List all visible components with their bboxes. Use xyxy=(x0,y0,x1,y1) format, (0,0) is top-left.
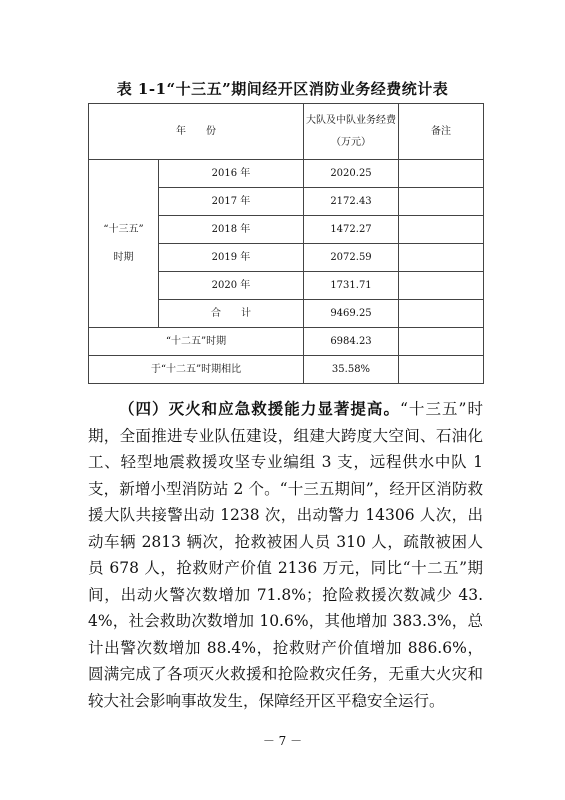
row-note xyxy=(399,216,484,244)
table-row xyxy=(89,160,484,188)
row-year: 2019 年 xyxy=(159,244,304,272)
prev-period-note xyxy=(399,328,484,356)
prev-period-label: “十二五”时期 xyxy=(89,328,304,356)
comparison-label: 于“十二五”时期相比 xyxy=(89,356,304,384)
row-year: 2018 年 xyxy=(159,216,304,244)
table-row-prev-period xyxy=(89,328,484,356)
header-note: 备注 xyxy=(399,104,484,160)
table-row-comparison xyxy=(89,356,484,384)
body-paragraph xyxy=(88,396,483,714)
paragraph-heading: （四）灭火和应急救援能力显著提高。 xyxy=(119,399,400,418)
row-note xyxy=(399,188,484,216)
header-expense-line2: （万元） xyxy=(331,136,371,148)
comparison-value: 35.58% xyxy=(304,356,399,384)
row-value: 2172.43 xyxy=(304,188,399,216)
total-note xyxy=(399,300,484,328)
row-value: 1472.27 xyxy=(304,216,399,244)
row-note xyxy=(399,272,484,300)
row-value: 1731.71 xyxy=(304,272,399,300)
period-label-line1: “十三五” xyxy=(103,223,144,235)
row-value: 2072.59 xyxy=(304,244,399,272)
row-year: 2016 年 xyxy=(159,160,304,188)
table-title: 表 1-1“十三五”期间经开区消防业务经费统计表 xyxy=(116,80,449,98)
comparison-note xyxy=(399,356,484,384)
total-value: 9469.25 xyxy=(304,300,399,328)
period-label-line2: 时期 xyxy=(113,251,134,263)
paragraph-body: “十三五”时期，全面推进专业队伍建设，组建大跨度大空间、石油化工、轻型地震救援攻坚专业编组 3 支，远程供水中队 1 支，新增小型消防站 2 个。“十三五期间”，经开区消防救援大队共接警出动 1238 次，出动警力 14306 人次，出动车辆 2813 辆次，抢救被困人员 310 人，疏散被困人员 678 人，抢救财产价值 2136 万元，同比“十二五”期间，出动火警次数增加 71.8%；抢险救援次数减少 43.4%，社会救助次数增加 10.6%，其他增加 383.3%，总计出警次数增加 88.4%，抢救财产价值增加 886.6%，圆满完成了各项灭火救援和抢险救灾任务，无重大火灾和较大社会影响事故发生，保障经开区平稳安全运行。 xyxy=(88,400,483,710)
prev-period-value: 6984.23 xyxy=(304,328,399,356)
page-number: － 7 － xyxy=(262,734,303,748)
table-header-row xyxy=(89,104,484,160)
header-year: 年 份 xyxy=(89,104,304,160)
header-expense-line1: 大队及中队业务经费 xyxy=(306,114,396,126)
row-note xyxy=(399,244,484,272)
row-year: 2017 年 xyxy=(159,188,304,216)
row-note xyxy=(399,160,484,188)
period-label-cell xyxy=(89,160,159,328)
expense-table xyxy=(88,103,484,384)
row-year: 2020 年 xyxy=(159,272,304,300)
total-label: 合 计 xyxy=(159,300,304,328)
row-value: 2020.25 xyxy=(304,160,399,188)
header-expense xyxy=(304,104,399,160)
